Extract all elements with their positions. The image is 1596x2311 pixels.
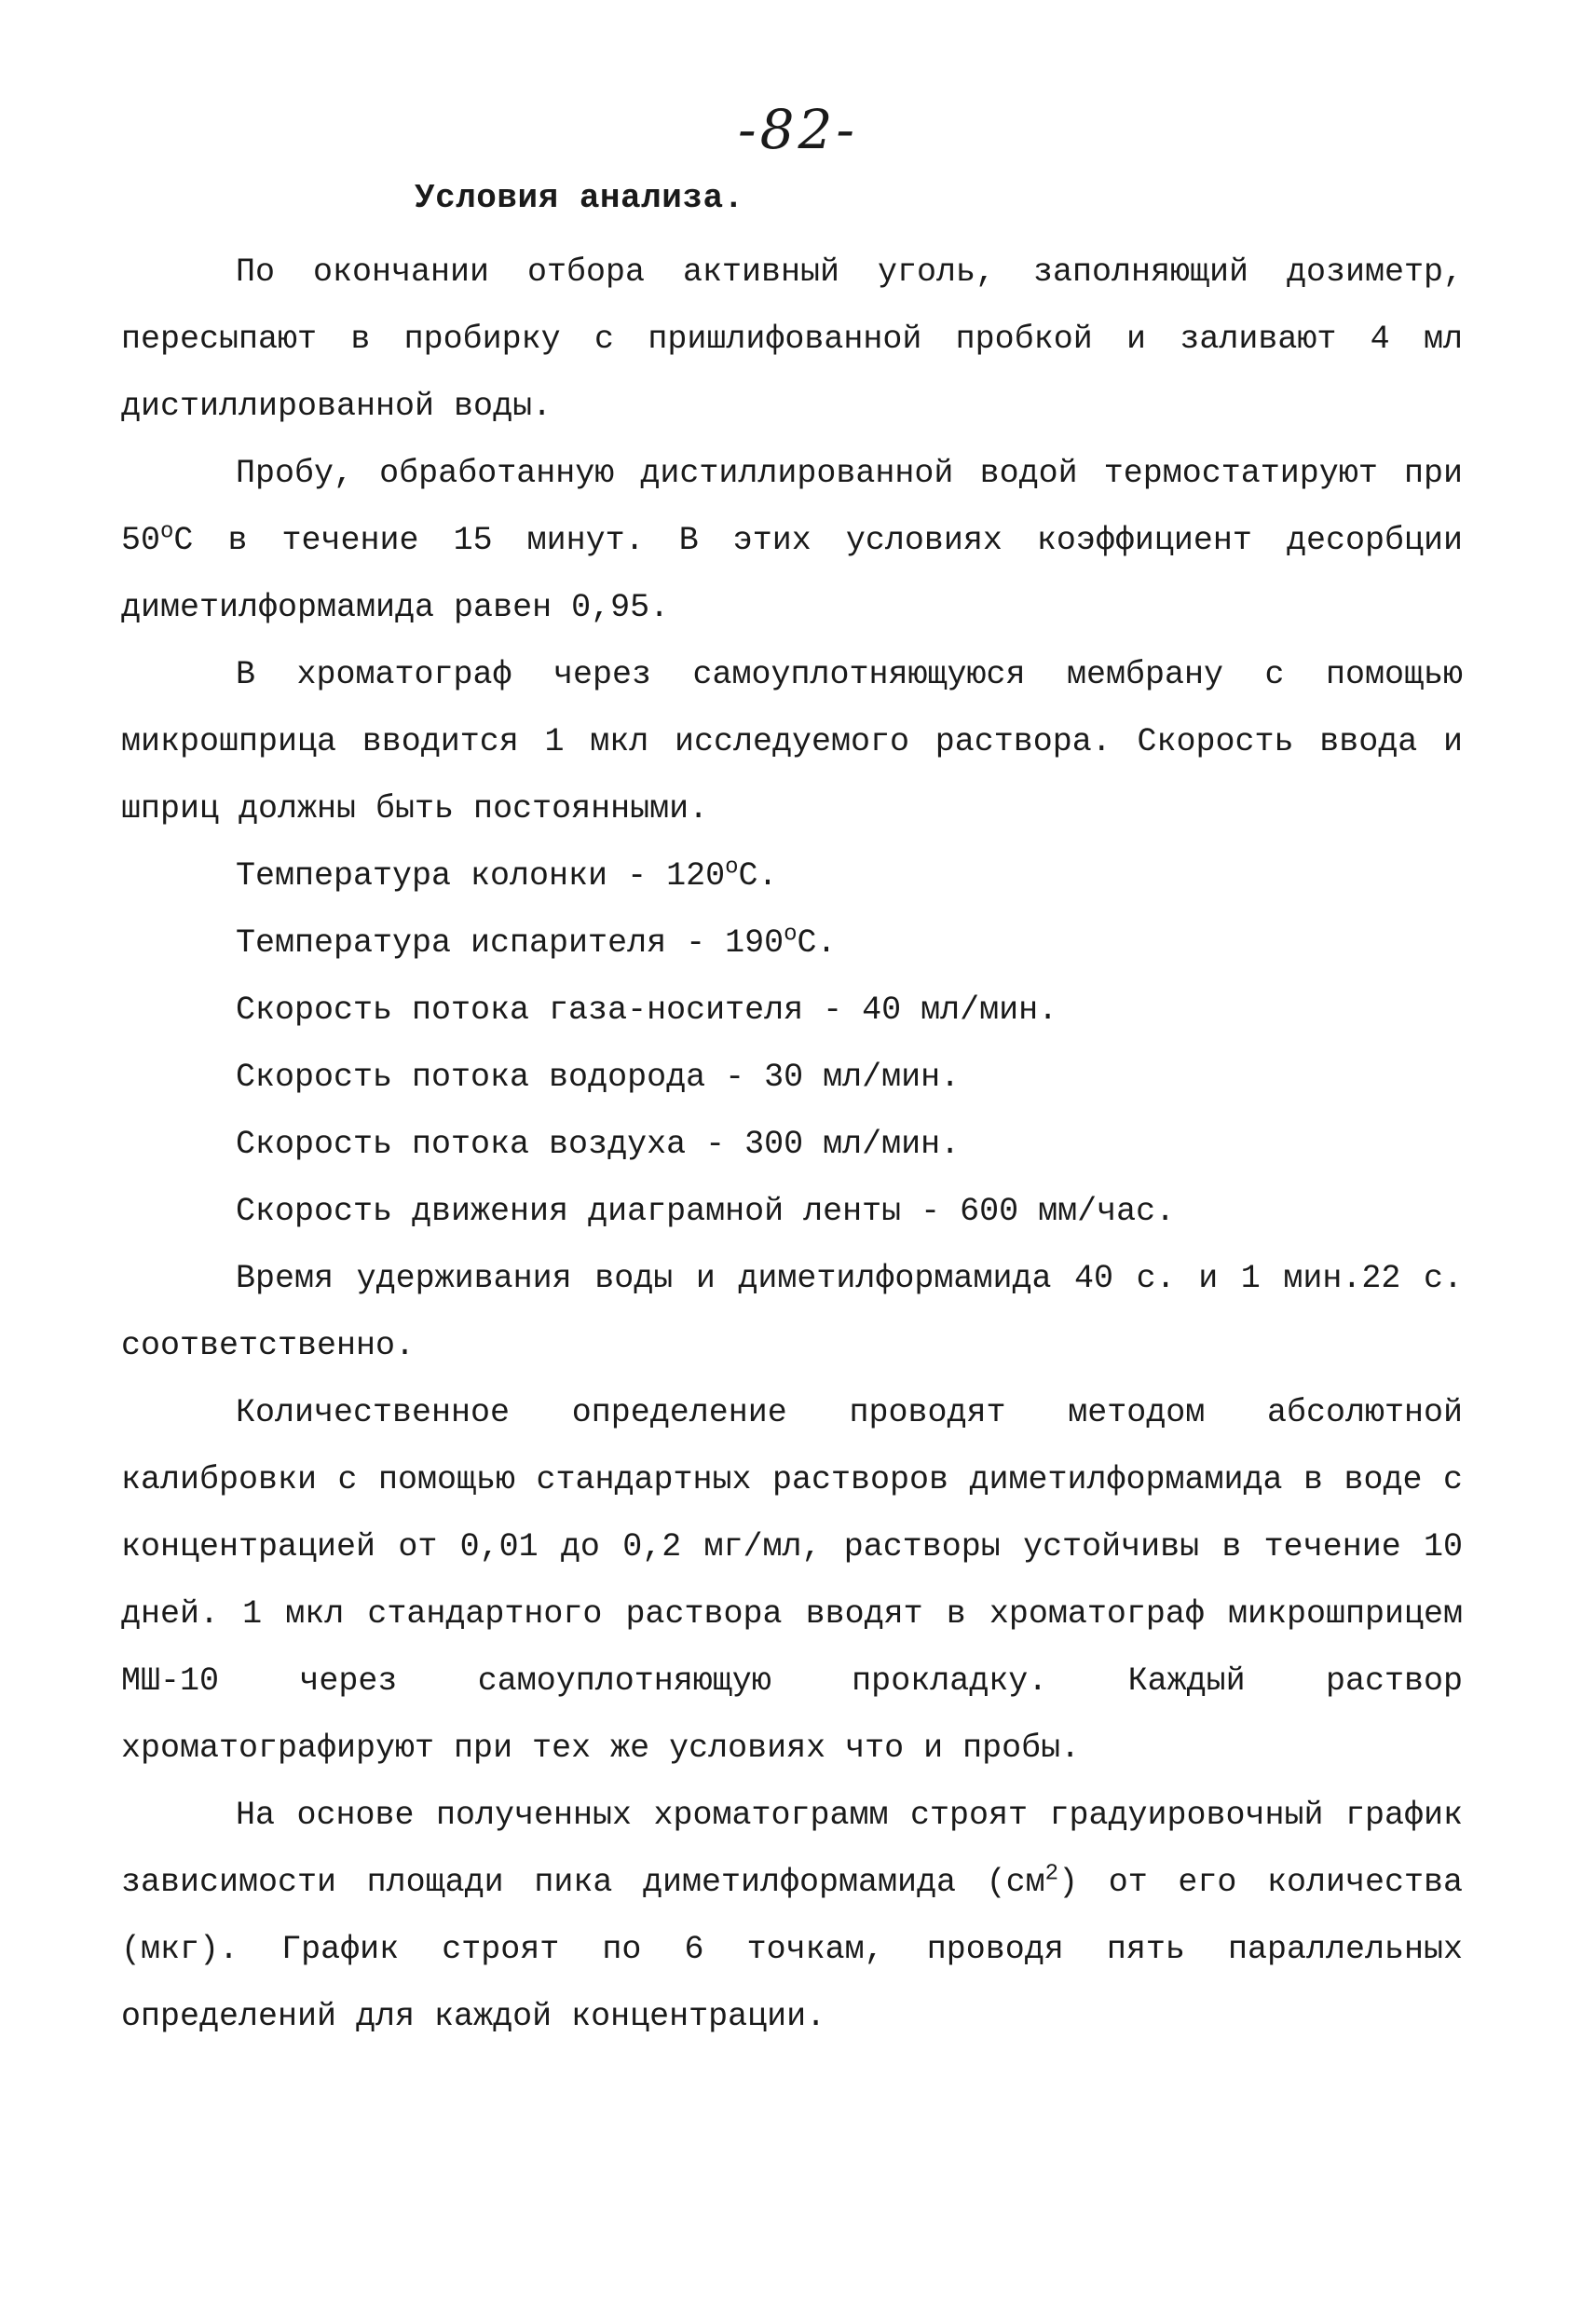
paragraph-injection: В хроматограф через самоуплотняющуюся мембрану с помощью микрошприца вводится 1 мкл исследуемого раствора. Скорость ввода и шприц должны быть постоянными.: [121, 656, 1463, 827]
paragraph-thermostat-start: Пробу, обработанную дистиллированной водой термостатируют при 50: [121, 455, 1463, 559]
parameter-column-temperature: [121, 842, 1463, 909]
parameter-column-temperature-unit: С.: [738, 857, 778, 895]
parameter-evaporator-temperature-text: Температура испарителя - 190: [236, 924, 784, 962]
section-title: Условия анализа.: [415, 179, 744, 217]
parameter-carrier-gas-flow: Скорость потока газа-носителя - 40 мл/мин.: [236, 991, 1058, 1029]
parameter-hydrogen-flow: Скорость потока водорода - 30 мл/мин.: [236, 1059, 961, 1096]
parameter-air-flow: Скорость потока воздуха - 300 мл/мин.: [236, 1126, 961, 1163]
body-text: [121, 239, 1463, 2050]
degree-sign: о: [725, 855, 739, 881]
paragraph-calibration-graph: [121, 1782, 1463, 2050]
paragraph-calibration-graph-end: ) от его количества (мкг). График строят по 6 точкам, проводя пять параллельных определений для каждой концентрации.: [121, 1864, 1463, 2035]
paragraph-calibration: Количественное определение проводят методом абсолютной калибровки с помощью стандартных растворов диметилформамида в воде с концентрацией от 0,01 до 0,2 мг/мл, растворы устойчивы в течение 10 дней. 1 мкл стандартного раствора вводят в хроматограф микрошприцем МШ-10 через самоуплотняющую прокладку. Каждый раствор хроматографируют при тех же условиях что и пробы.: [121, 1394, 1463, 1767]
parameter-evaporator-temperature-unit: С.: [797, 924, 837, 962]
degree-sign: о: [160, 519, 174, 545]
paragraph-sample-transfer: По окончании отбора активный уголь, заполняющий дозиметр, пересыпают в пробирку с пришлифованной пробкой и заливают 4 мл дистиллированной воды.: [121, 253, 1463, 425]
paragraph-retention-time: Время удерживания воды и диметилформамида 40 с. и 1 мин.22 с. соответственно.: [121, 1260, 1463, 1364]
parameter-list: [121, 842, 1463, 1245]
parameter-column-temperature-text: Температура колонки - 120: [236, 857, 726, 895]
page-number: -82-: [738, 98, 858, 161]
superscript-two: 2: [1044, 1861, 1059, 1887]
parameter-evaporator-temperature: [121, 909, 1463, 977]
parameter-chart-speed: Скорость движения диаграмной ленты - 600 мм/час.: [236, 1193, 1176, 1230]
paragraph-thermostat-end: С в течение 15 минут. В этих условиях коэффициент десорбции диметилформамида равен 0,95.: [121, 522, 1463, 626]
degree-sign: о: [784, 922, 798, 948]
paragraph-thermostat: [121, 440, 1463, 641]
paragraph-calibration-graph-start: На основе полученных хроматограмм строят градуировочный график зависимости площади пика диметилформамида (см: [121, 1797, 1463, 1901]
